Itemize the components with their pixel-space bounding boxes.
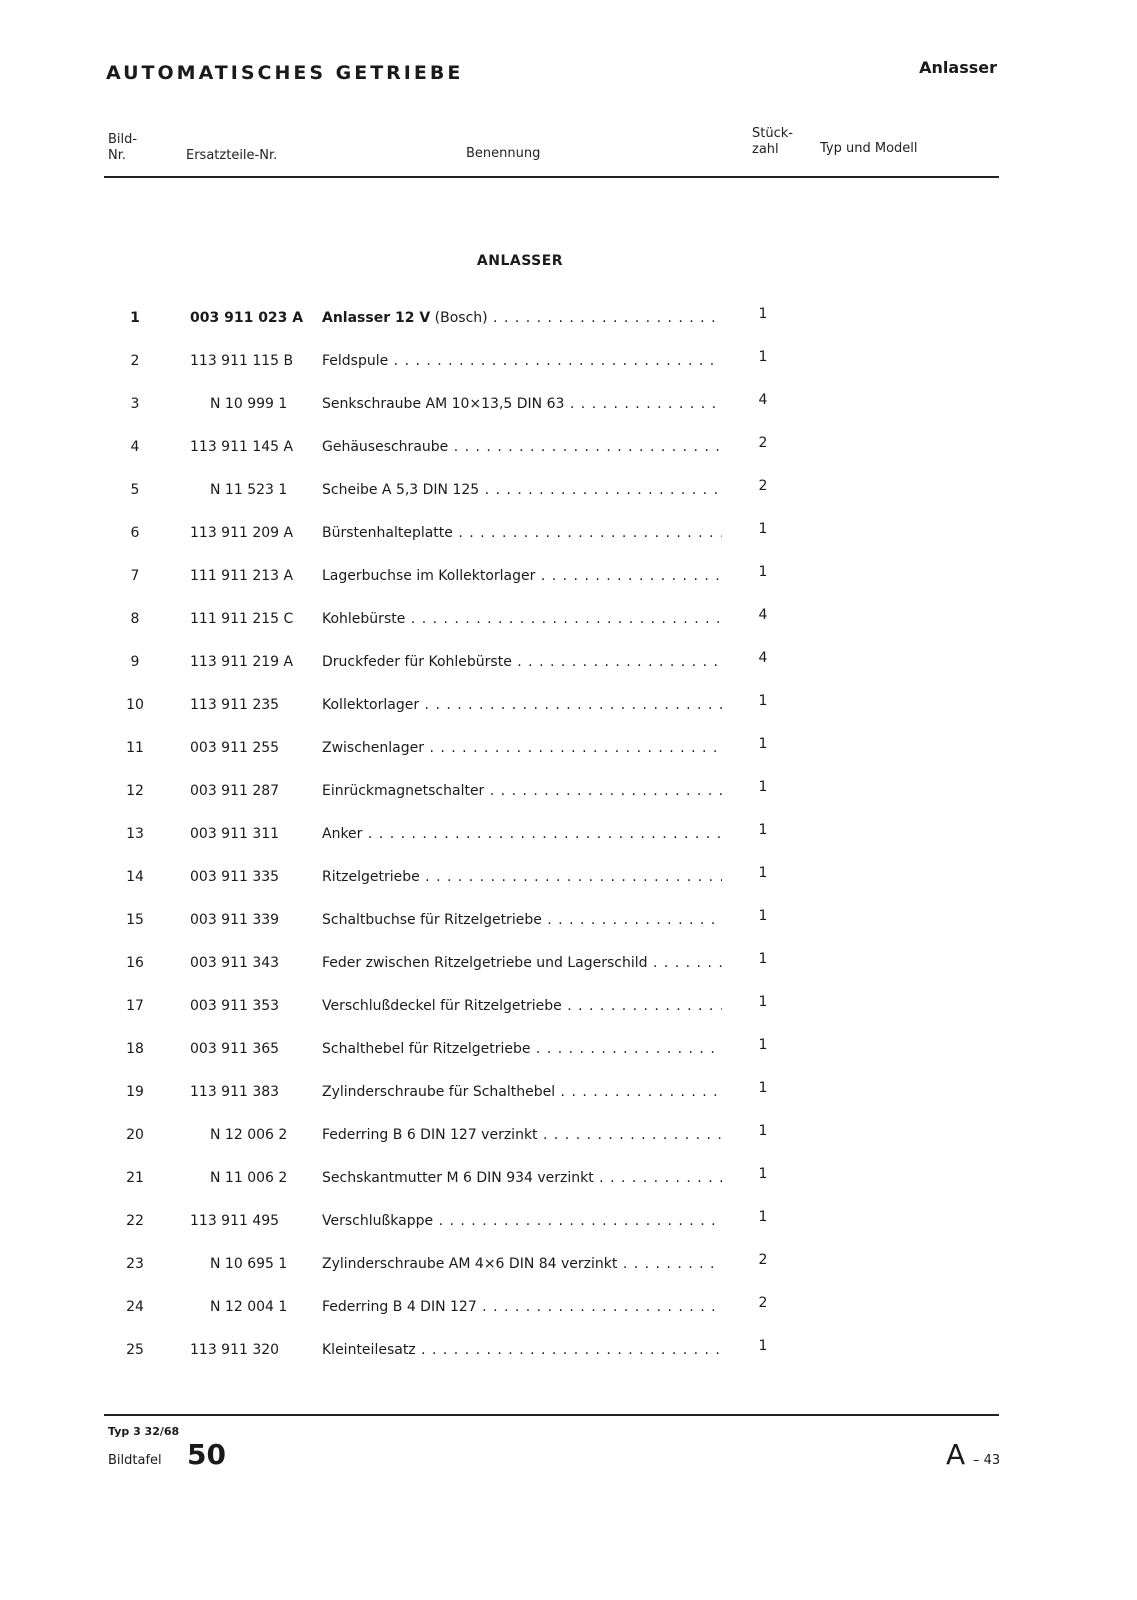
row-bild-nr: 1 bbox=[130, 310, 140, 326]
row-description-text: Kleinteilesatz bbox=[322, 1342, 416, 1358]
row-quantity: 4 bbox=[758, 650, 768, 666]
row-quantity: 2 bbox=[758, 1295, 768, 1311]
row-description-text: Kollektorlager bbox=[322, 697, 420, 713]
row-bild-nr: 13 bbox=[126, 826, 144, 842]
row-description bbox=[322, 310, 722, 326]
row-description bbox=[322, 998, 722, 1014]
column-header-bild-line1: Bild- bbox=[108, 132, 138, 147]
table-row bbox=[0, 392, 1137, 422]
row-bild-nr: 11 bbox=[126, 740, 144, 756]
footer-bildtafel-number: 50 bbox=[187, 1438, 226, 1471]
row-description-text: Senkschraube AM 10×13,5 DIN 63 bbox=[322, 396, 565, 412]
row-quantity: 1 bbox=[758, 349, 768, 365]
row-bild-nr: 5 bbox=[130, 482, 140, 498]
row-quantity: 1 bbox=[758, 564, 768, 580]
row-description-text: Federring B 4 DIN 127 bbox=[322, 1299, 477, 1315]
row-part-number: N 11 006 2 bbox=[210, 1170, 288, 1186]
row-description-text: (Bosch) bbox=[430, 310, 488, 326]
row-quantity: 1 bbox=[758, 994, 768, 1010]
row-bild-nr: 14 bbox=[126, 869, 144, 885]
row-bild-nr: 2 bbox=[130, 353, 140, 369]
row-description-text: Feldspule bbox=[322, 353, 389, 369]
footer-page-number: – 43 bbox=[973, 1453, 1001, 1468]
table-row bbox=[0, 822, 1137, 852]
row-bild-nr: 12 bbox=[126, 783, 144, 799]
table-row bbox=[0, 607, 1137, 637]
table-row bbox=[0, 650, 1137, 680]
column-header-stueckzahl bbox=[752, 126, 793, 158]
table-row bbox=[0, 478, 1137, 508]
row-description-text: Kohlebürste bbox=[322, 611, 406, 627]
row-part-number: 113 911 320 bbox=[190, 1342, 280, 1358]
table-row bbox=[0, 1080, 1137, 1110]
row-part-number: 113 911 145 A bbox=[190, 439, 294, 455]
column-header-bild-line2: Nr. bbox=[108, 148, 127, 163]
row-description-text: Federring B 6 DIN 127 verzinkt bbox=[322, 1127, 538, 1143]
row-description bbox=[322, 1084, 722, 1100]
row-part-number: N 11 523 1 bbox=[210, 482, 288, 498]
table-row bbox=[0, 1338, 1137, 1368]
row-part-number: 113 911 495 bbox=[190, 1213, 280, 1229]
table-row bbox=[0, 1209, 1137, 1239]
row-part-number: 113 911 219 A bbox=[190, 654, 294, 670]
row-part-number: 003 911 339 bbox=[190, 912, 280, 928]
row-quantity: 1 bbox=[758, 951, 768, 967]
row-quantity: 1 bbox=[758, 1037, 768, 1053]
row-part-number: 003 911 023 A bbox=[190, 310, 304, 326]
row-description bbox=[322, 654, 722, 670]
column-header-benennung: Benennung bbox=[466, 146, 541, 161]
column-header-typ-modell: Typ und Modell bbox=[820, 141, 918, 156]
row-description bbox=[322, 740, 722, 756]
row-part-number: 003 911 287 bbox=[190, 783, 280, 799]
row-part-number: 003 911 353 bbox=[190, 998, 280, 1014]
row-quantity: 4 bbox=[758, 607, 768, 623]
table-row bbox=[0, 349, 1137, 379]
row-part-number: 003 911 255 bbox=[190, 740, 280, 756]
row-bild-nr: 19 bbox=[126, 1084, 144, 1100]
row-bild-nr: 17 bbox=[126, 998, 144, 1014]
row-description bbox=[322, 611, 722, 627]
row-description-text: Ritzelgetriebe bbox=[322, 869, 420, 885]
row-quantity: 2 bbox=[758, 435, 768, 451]
row-description bbox=[322, 353, 722, 369]
row-description-text: Bürstenhalteplatte bbox=[322, 525, 453, 541]
row-description-text: Sechskantmutter M 6 DIN 934 verzinkt bbox=[322, 1170, 594, 1186]
row-part-number: 003 911 343 bbox=[190, 955, 280, 971]
row-description-text: Schalthebel für Ritzelgetriebe bbox=[322, 1041, 531, 1057]
row-description bbox=[322, 826, 722, 842]
column-header-stueck-line1: Stück- bbox=[752, 126, 793, 141]
row-part-number: 003 911 311 bbox=[190, 826, 280, 842]
table-row bbox=[0, 1123, 1137, 1153]
row-quantity: 1 bbox=[758, 693, 768, 709]
row-quantity: 1 bbox=[758, 306, 768, 322]
footer-typ: Typ 3 32/68 bbox=[108, 1425, 180, 1438]
table-row bbox=[0, 693, 1137, 723]
group-heading: ANLASSER bbox=[476, 253, 564, 269]
table-row bbox=[0, 564, 1137, 594]
table-row bbox=[0, 779, 1137, 809]
table-row bbox=[0, 908, 1137, 938]
row-description-text: Gehäuseschraube bbox=[322, 439, 449, 455]
section-label: Anlasser bbox=[919, 58, 997, 77]
row-bild-nr: 16 bbox=[126, 955, 144, 971]
row-description bbox=[322, 439, 722, 455]
row-quantity: 1 bbox=[758, 1166, 768, 1182]
row-quantity: 1 bbox=[758, 779, 768, 795]
table-row bbox=[0, 994, 1137, 1024]
row-bild-nr: 3 bbox=[130, 396, 140, 412]
table-row bbox=[0, 865, 1137, 895]
row-description bbox=[322, 912, 722, 928]
row-part-number: N 10 999 1 bbox=[210, 396, 288, 412]
row-description bbox=[322, 783, 722, 799]
row-bild-nr: 23 bbox=[126, 1256, 144, 1272]
row-description bbox=[322, 482, 722, 498]
row-description-text: Druckfeder für Kohlebürste bbox=[322, 654, 512, 670]
row-description-text: Zylinderschraube AM 4×6 DIN 84 verzinkt bbox=[322, 1256, 618, 1272]
row-description-text: Verschlußkappe bbox=[322, 1213, 434, 1229]
row-bild-nr: 21 bbox=[126, 1170, 144, 1186]
row-quantity: 1 bbox=[758, 865, 768, 881]
footer-bildtafel-label: Bildtafel bbox=[108, 1453, 162, 1468]
row-part-number: 113 911 115 B bbox=[190, 353, 294, 369]
row-quantity: 1 bbox=[758, 822, 768, 838]
row-description-text: Scheibe A 5,3 DIN 125 bbox=[322, 482, 480, 498]
table-row bbox=[0, 306, 1137, 336]
row-bild-nr: 4 bbox=[130, 439, 140, 455]
row-quantity: 1 bbox=[758, 736, 768, 752]
table-row bbox=[0, 1295, 1137, 1325]
table-row bbox=[0, 1037, 1137, 1067]
row-quantity: 1 bbox=[758, 1123, 768, 1139]
row-description bbox=[322, 1299, 722, 1315]
row-description-text: Anker bbox=[322, 826, 363, 842]
row-bild-nr: 24 bbox=[126, 1299, 144, 1315]
header-divider bbox=[104, 176, 999, 178]
page-title: AUTOMATISCHES GETRIEBE bbox=[106, 62, 464, 84]
row-bild-nr: 22 bbox=[126, 1213, 144, 1229]
row-bild-nr: 7 bbox=[130, 568, 140, 584]
row-description bbox=[322, 1127, 722, 1143]
row-quantity: 1 bbox=[758, 1338, 768, 1354]
row-bild-nr: 15 bbox=[126, 912, 144, 928]
row-part-number: N 12 006 2 bbox=[210, 1127, 288, 1143]
row-quantity: 4 bbox=[758, 392, 768, 408]
row-description bbox=[322, 1256, 722, 1272]
row-part-number: 113 911 209 A bbox=[190, 525, 294, 541]
row-part-number: 003 911 335 bbox=[190, 869, 280, 885]
footer-divider bbox=[104, 1414, 999, 1416]
row-description bbox=[322, 1342, 722, 1358]
row-description-text: Lagerbuchse im Kollektorlager bbox=[322, 568, 536, 584]
row-quantity: 2 bbox=[758, 1252, 768, 1268]
table-row bbox=[0, 1252, 1137, 1282]
row-description-bold: Anlasser 12 V bbox=[322, 310, 431, 326]
row-bild-nr: 9 bbox=[130, 654, 140, 670]
table-row bbox=[0, 1166, 1137, 1196]
table-row bbox=[0, 736, 1137, 766]
row-description-text: Zylinderschraube für Schalthebel bbox=[322, 1084, 556, 1100]
row-part-number: 003 911 365 bbox=[190, 1041, 280, 1057]
row-description bbox=[322, 525, 722, 541]
row-bild-nr: 25 bbox=[126, 1342, 144, 1358]
row-description bbox=[322, 869, 722, 885]
row-description bbox=[322, 955, 722, 971]
row-bild-nr: 6 bbox=[130, 525, 140, 541]
row-quantity: 1 bbox=[758, 1080, 768, 1096]
row-quantity: 2 bbox=[758, 478, 768, 494]
column-header-bild-nr bbox=[108, 132, 137, 164]
row-part-number: 113 911 235 bbox=[190, 697, 280, 713]
footer-page-letter: A bbox=[946, 1438, 966, 1471]
row-quantity: 1 bbox=[758, 908, 768, 924]
row-part-number: 111 911 215 C bbox=[190, 611, 294, 627]
table-row bbox=[0, 521, 1137, 551]
row-bild-nr: 10 bbox=[126, 697, 144, 713]
row-description-text: Einrückmagnetschalter bbox=[322, 783, 485, 799]
row-quantity: 1 bbox=[758, 521, 768, 537]
row-description bbox=[322, 1170, 722, 1186]
column-header-ersatzteile: Ersatzteile-Nr. bbox=[186, 148, 278, 163]
row-description bbox=[322, 697, 722, 713]
row-part-number: 111 911 213 A bbox=[190, 568, 294, 584]
row-description bbox=[322, 568, 722, 584]
row-description bbox=[322, 1041, 722, 1057]
row-bild-nr: 8 bbox=[130, 611, 140, 627]
row-description-text: Feder zwischen Ritzelgetriebe und Lagerschild bbox=[322, 955, 648, 971]
row-bild-nr: 18 bbox=[126, 1041, 144, 1057]
row-part-number: 113 911 383 bbox=[190, 1084, 280, 1100]
row-description-text: Zwischenlager bbox=[322, 740, 425, 756]
row-part-number: N 10 695 1 bbox=[210, 1256, 288, 1272]
row-description-text: Schaltbuchse für Ritzelgetriebe bbox=[322, 912, 542, 928]
table-row bbox=[0, 435, 1137, 465]
row-bild-nr: 20 bbox=[126, 1127, 144, 1143]
row-description bbox=[322, 1213, 722, 1229]
column-header-stueck-line2: zahl bbox=[752, 142, 779, 157]
row-quantity: 1 bbox=[758, 1209, 768, 1225]
row-description-text: Verschlußdeckel für Ritzelgetriebe bbox=[322, 998, 562, 1014]
row-description bbox=[322, 396, 722, 412]
table-row bbox=[0, 951, 1137, 981]
row-part-number: N 12 004 1 bbox=[210, 1299, 288, 1315]
